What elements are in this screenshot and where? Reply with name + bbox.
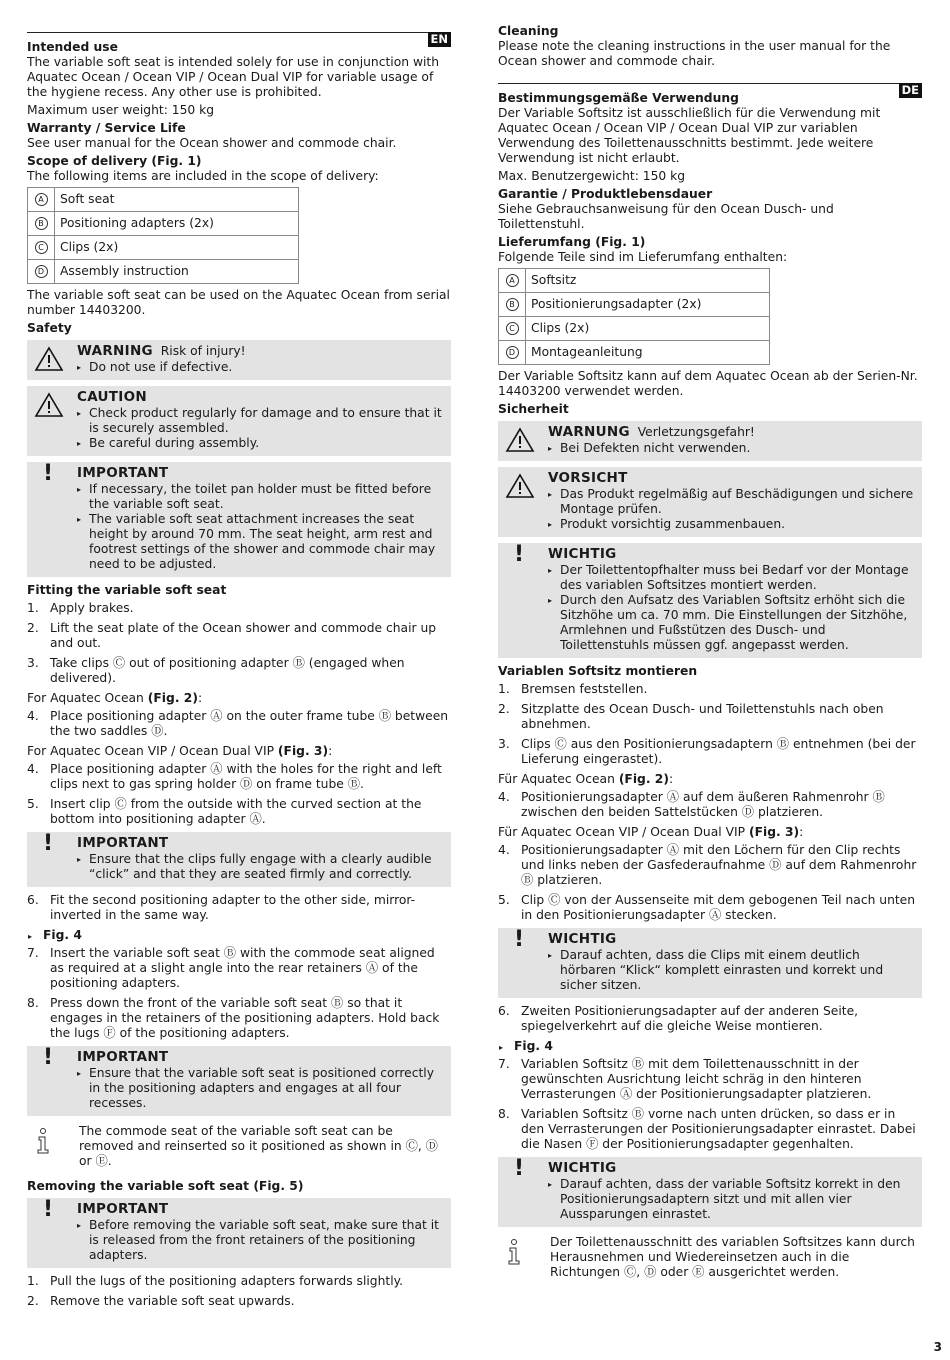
step-item <box>27 656 451 686</box>
list-item: ▸ Das Produkt regelmäßig auf Beschädigungen und sichere Montage prüfen. <box>548 487 914 517</box>
step-item <box>27 946 451 991</box>
step-item <box>498 1057 922 1102</box>
step-item <box>27 996 451 1041</box>
german-column <box>498 22 922 1290</box>
step-item <box>27 797 451 827</box>
language-tag-de: DE <box>899 83 922 98</box>
step-number: 4. <box>498 843 510 857</box>
step-number: 1. <box>27 1274 39 1288</box>
step-text: Insert the variable soft seat Ⓑ with the commode seat aligned as required at a slight angle into the rear retainers Ⓐ of the positioning adapters. <box>50 946 435 990</box>
intended-use-text: The variable soft seat is intended solely for use in conjunction with Aquatec Ocean / Ocean VIP / Ocean Dual VIP for variable usage of the hygiene recess. Any other use is prohibited. <box>27 55 440 99</box>
intended-use-text: Der Variable Softsitz ist ausschließlich für die Verwendung mit Aquatec Ocean / Ocean VIP / Ocean Dual VIP zur variablen Verwendung des Toilettenausschnitts bestimmt. Jede weitere Verwendung ist nicht erlaubt. <box>498 106 881 165</box>
step-text: Clip Ⓒ von der Aussenseite mit dem gebogenen Teil nach unten in den Positionierungsadapter Ⓐ stecken. <box>521 893 916 922</box>
exclamation-icon: ! <box>514 1156 525 1181</box>
exclamation-icon: ! <box>43 1045 54 1070</box>
important-box <box>498 928 922 998</box>
figure-ref: ▸ Fig. 4 <box>27 928 451 943</box>
warning-triangle-icon <box>505 427 535 453</box>
step-item <box>27 601 451 616</box>
model-ocean-label: For Aquatec Ocean <box>27 691 144 705</box>
item-label: Softsitz <box>526 269 770 293</box>
step-item <box>27 893 451 923</box>
fitting-heading: Variablen Softsitz montieren <box>498 664 698 678</box>
item-letter-badge: C <box>506 322 519 335</box>
model-ocean-line: For Aquatec Ocean (Fig. 2): <box>27 691 203 705</box>
step-text: Remove the variable soft seat upwards. <box>50 1294 295 1308</box>
important-box <box>498 1157 922 1227</box>
list-item: ▸ Ensure that the variable soft seat is positioned correctly in the positioning adapters and engages at all four recesses. <box>77 1066 443 1111</box>
exclamation-icon: ! <box>514 927 525 952</box>
warning-title: WARNING <box>77 343 153 359</box>
step-text: Clips Ⓒ aus den Positionierungsadaptern Ⓑ entnehmen (bei der Lieferung eingerastet). <box>521 737 916 766</box>
intended-use-heading: Intended use <box>27 40 118 54</box>
model-ocean-label: Für Aquatec Ocean <box>498 772 615 786</box>
important-box <box>498 543 922 658</box>
caution-title: CAUTION <box>77 389 148 405</box>
step-text: Apply brakes. <box>50 601 134 615</box>
scope-note: Der Variable Softsitz kann auf dem Aquatec Ocean ab der Serien-Nr. 14403200 verwendet werden. <box>498 369 918 398</box>
list-item: ▸ Bei Defekten nicht verwenden. <box>548 441 914 456</box>
table-row <box>499 317 770 341</box>
step-text: Insert clip Ⓒ from the outside with the curved section at the bottom into positioning adapter Ⓐ. <box>50 797 422 826</box>
item-letter-badge: B <box>35 217 48 230</box>
section-rule <box>27 32 451 55</box>
info-text: The commode seat of the variable soft seat can be removed and reinserted so it positioned as shown in Ⓒ, Ⓓ or Ⓔ. <box>79 1124 438 1168</box>
safety-heading: Sicherheit <box>498 402 569 416</box>
list-item: ▸ Be careful during assembly. <box>77 436 443 451</box>
step-item <box>498 843 922 888</box>
figure-ref: (Fig. 2) <box>618 772 669 786</box>
step-text: Take clips Ⓒ out of positioning adapter Ⓑ (engaged when delivered). <box>50 656 405 685</box>
step-item <box>498 682 922 697</box>
caution-box <box>498 467 922 537</box>
step-item <box>27 762 451 792</box>
important-title: IMPORTANT <box>77 835 169 851</box>
item-letter-badge: A <box>35 193 48 206</box>
step-number: 8. <box>27 996 39 1010</box>
item-label: Positioning adapters (2x) <box>55 212 299 236</box>
step-text: Positionierungsadapter Ⓐ mit den Löchern für den Clip rechts und links neben der Gasfederaufnahme Ⓓ auf dem Rahmenrohr Ⓑ platzieren. <box>521 843 917 887</box>
step-number: 2. <box>27 1294 39 1308</box>
item-letter-badge: D <box>35 265 48 278</box>
cleaning-text: Please note the cleaning instructions in the user manual for the Ocean shower and commode chair. <box>498 39 891 68</box>
step-item <box>498 893 922 923</box>
step-text: Sitzplatte des Ocean Dusch- und Toilettenstuhls nach oben abnehmen. <box>521 702 884 731</box>
step-item <box>27 709 451 739</box>
item-label: Positionierungsadapter (2x) <box>526 293 770 317</box>
step-number: 2. <box>498 702 510 716</box>
item-letter-badge: C <box>35 241 48 254</box>
important-title: IMPORTANT <box>77 465 169 481</box>
step-number: 4. <box>27 709 39 723</box>
list-item: ▸ Der Toilettentopfhalter muss bei Bedarf vor der Montage des variablen Softsitzes montiert werden. <box>548 563 914 593</box>
item-label: Soft seat <box>55 188 299 212</box>
figure-ref: (Fig. 3) <box>748 825 800 839</box>
fitting-heading: Fitting the variable soft seat <box>27 583 227 597</box>
list-item: ▸ Check product regularly for damage and to ensure that it is securely assembled. <box>77 406 443 436</box>
step-text: Lift the seat plate of the Ocean shower and commode chair up and out. <box>50 621 437 650</box>
item-label: Clips (2x) <box>55 236 299 260</box>
info-note <box>27 1124 451 1169</box>
warning-triangle-icon <box>34 392 64 418</box>
step-item <box>27 1294 451 1309</box>
warranty-heading: Garantie / Produktlebensdauer <box>498 187 713 201</box>
info-text: Der Toilettenausschnitt des variablen Softsitzes kann durch Herausnehmen und Wiedereinsetzen auch in die Richtungen Ⓒ, Ⓓ oder Ⓔ ausgerichtet werden. <box>550 1235 915 1279</box>
item-label: Assembly instruction <box>55 260 299 284</box>
safety-heading: Safety <box>27 321 72 335</box>
figure-ref: (Fig. 3) <box>277 744 329 758</box>
step-item <box>27 1274 451 1289</box>
warranty-heading: Warranty / Service Life <box>27 121 186 135</box>
step-text: Fit the second positioning adapter to the other side, mirror-inverted in the same way. <box>50 893 416 922</box>
list-item: ▸ Ensure that the clips fully engage with a clearly audible “click” and that they are seated firmly and correctly. <box>77 852 443 882</box>
scope-table <box>27 187 299 284</box>
step-number: 4. <box>27 762 39 776</box>
warning-box <box>498 421 922 461</box>
step-item <box>498 1107 922 1152</box>
scope-intro: Folgende Teile sind im Lieferumfang enthalten: <box>498 250 788 264</box>
warning-title: WARNUNG <box>548 424 630 440</box>
model-ocean-line: Für Aquatec Ocean (Fig. 2): <box>498 772 674 786</box>
step-text: Variablen Softsitz Ⓑ vorne nach unten drücken, so dass er in den Verrasterungen der Positionierungsadapter einrastet. Dabei die Nasen Ⓕ der Positionierungsadapter gegenhalten. <box>521 1107 916 1151</box>
important-title: IMPORTANT <box>77 1201 169 1217</box>
model-vip-label: Für Aquatec Ocean VIP / Ocean Dual VIP <box>498 825 746 839</box>
scope-heading: Scope of delivery (Fig. 1) <box>27 154 202 168</box>
intended-use-heading: Bestimmungsgemäße Verwendung <box>498 91 739 105</box>
warranty-text: Siehe Gebrauchsanweisung für den Ocean Dusch- und Toilettenstuhl. <box>498 202 834 231</box>
item-letter-badge: A <box>506 274 519 287</box>
item-letter-badge: B <box>506 298 519 311</box>
max-weight-text: Maximum user weight: 150 kg <box>27 103 215 117</box>
page-number: 3 <box>933 1340 942 1354</box>
info-note <box>498 1235 922 1280</box>
table-row <box>28 236 299 260</box>
step-number: 5. <box>498 893 510 907</box>
warning-box <box>27 340 451 380</box>
step-number: 6. <box>498 1004 510 1018</box>
caution-title: VORSICHT <box>548 470 628 486</box>
model-vip-label: For Aquatec Ocean VIP / Ocean Dual VIP <box>27 744 274 758</box>
list-item: ▸ Produkt vorsichtig zusammenbauen. <box>548 517 914 532</box>
important-title: WICHTIG <box>548 1160 617 1176</box>
exclamation-icon: ! <box>514 542 525 567</box>
table-row <box>28 212 299 236</box>
important-title: WICHTIG <box>548 546 617 562</box>
step-number: 7. <box>498 1057 510 1071</box>
step-number: 6. <box>27 893 39 907</box>
figure-ref: (Fig. 2) <box>147 691 198 705</box>
table-row <box>499 341 770 365</box>
important-box <box>27 832 451 887</box>
step-text: Variablen Softsitz Ⓑ mit dem Toilettenausschnitt in der gewünschten Ausrichtung leicht schräg in den hinteren Verrasterungen Ⓐ der Positionierungsadapter platzieren. <box>521 1057 872 1101</box>
exclamation-icon: ! <box>43 461 54 486</box>
scope-note: The variable soft seat can be used on the Aquatec Ocean from serial number 14403200. <box>27 288 450 317</box>
info-icon <box>35 1128 51 1154</box>
list-item: ▸ The variable soft seat attachment increases the seat height by around 70 mm. The seat height, arm rest and footrest settings of the shower and commode chair may need to be adjusted. <box>77 512 443 572</box>
step-item <box>27 621 451 651</box>
list-item: ▸ If necessary, the toilet pan holder must be fitted before the variable soft seat. <box>77 482 443 512</box>
step-number: 3. <box>498 737 510 751</box>
language-tag-en: EN <box>428 32 451 47</box>
step-text: Positionierungsadapter Ⓐ auf dem äußeren Rahmenrohr Ⓑ zwischen den beiden Sattelstücken Ⓓ platzieren. <box>521 790 885 819</box>
step-item <box>498 702 922 732</box>
warning-subtitle: Verletzungsgefahr! <box>637 425 755 439</box>
list-item: ▸ Darauf achten, dass die Clips mit einem deutlich hörbaren “Klick“ komplett einrasten und korrekt und sicher sitzen. <box>548 948 914 993</box>
removing-heading: Removing the variable soft seat (Fig. 5) <box>27 1179 304 1193</box>
english-column <box>27 22 451 1314</box>
list-item: ▸ Do not use if defective. <box>77 360 443 375</box>
scope-table <box>498 268 770 365</box>
important-box <box>27 1046 451 1116</box>
step-item <box>498 1004 922 1034</box>
caution-box <box>27 386 451 456</box>
step-text: Zweiten Positionierungsadapter auf der anderen Seite, spiegelverkehrt auf die gleiche Weise montieren. <box>521 1004 859 1033</box>
step-number: 4. <box>498 790 510 804</box>
section-rule <box>498 83 922 106</box>
important-box <box>27 462 451 577</box>
max-weight-text: Max. Benutzergewicht: 150 kg <box>498 169 686 183</box>
scope-intro: The following items are included in the scope of delivery: <box>27 169 379 183</box>
step-item <box>498 790 922 820</box>
step-text: Bremsen feststellen. <box>521 682 648 696</box>
step-text: Place positioning adapter Ⓐ with the holes for the right and left clips next to gas spring holder Ⓓ on frame tube Ⓑ. <box>50 762 442 791</box>
table-row <box>28 188 299 212</box>
warning-triangle-icon <box>505 473 535 499</box>
step-text: Pull the lugs of the positioning adapters forwards slightly. <box>50 1274 404 1288</box>
important-title: IMPORTANT <box>77 1049 169 1065</box>
exclamation-icon: ! <box>43 831 54 856</box>
list-item: ▸ Durch den Aufsatz des Variablen Softsitz erhöht sich die Sitzhöhe um ca. 70 mm. Die Einstellungen der Sitzhöhe, Armlehnen und Fußstützen des Dusch- und Toilettenstuhls müssen ggf. angepasst werden. <box>548 593 914 653</box>
step-number: 1. <box>498 682 510 696</box>
step-number: 8. <box>498 1107 510 1121</box>
table-row <box>499 269 770 293</box>
info-icon <box>506 1239 522 1265</box>
step-number: 5. <box>27 797 39 811</box>
item-label: Montageanleitung <box>526 341 770 365</box>
warning-subtitle: Risk of injury! <box>160 344 246 358</box>
step-number: 1. <box>27 601 39 615</box>
important-title: WICHTIG <box>548 931 617 947</box>
step-text: Press down the front of the variable soft seat Ⓑ so that it engages in the retainers of the positioning adapters. Hold back the lugs Ⓕ of the positioning adapters. <box>50 996 440 1040</box>
list-item: ▸ Darauf achten, dass der variable Softsitz korrekt in den Positionierungsadaptern sitzt und mit allen vier Aussparungen einrastet. <box>548 1177 914 1222</box>
list-item: ▸ Before removing the variable soft seat, make sure that it is released from the front retainers of the positioning adapters. <box>77 1218 443 1263</box>
model-vip-line: Für Aquatec Ocean VIP / Ocean Dual VIP (Fig. 3): <box>498 825 804 839</box>
table-row <box>28 260 299 284</box>
figure-ref: ▸ Fig. 4 <box>498 1039 922 1054</box>
important-box <box>27 1198 451 1268</box>
step-item <box>498 737 922 767</box>
cleaning-heading: Cleaning <box>498 24 559 38</box>
step-number: 2. <box>27 621 39 635</box>
warranty-text: See user manual for the Ocean shower and commode chair. <box>27 136 397 150</box>
scope-heading: Lieferumfang (Fig. 1) <box>498 235 646 249</box>
step-number: 7. <box>27 946 39 960</box>
step-number: 3. <box>27 656 39 670</box>
item-letter-badge: D <box>506 346 519 359</box>
warning-triangle-icon <box>34 346 64 372</box>
step-text: Place positioning adapter Ⓐ on the outer frame tube Ⓑ between the two saddles Ⓓ. <box>50 709 449 738</box>
model-vip-line: For Aquatec Ocean VIP / Ocean Dual VIP (Fig. 3): <box>27 744 333 758</box>
table-row <box>499 293 770 317</box>
item-label: Clips (2x) <box>526 317 770 341</box>
exclamation-icon: ! <box>43 1197 54 1222</box>
